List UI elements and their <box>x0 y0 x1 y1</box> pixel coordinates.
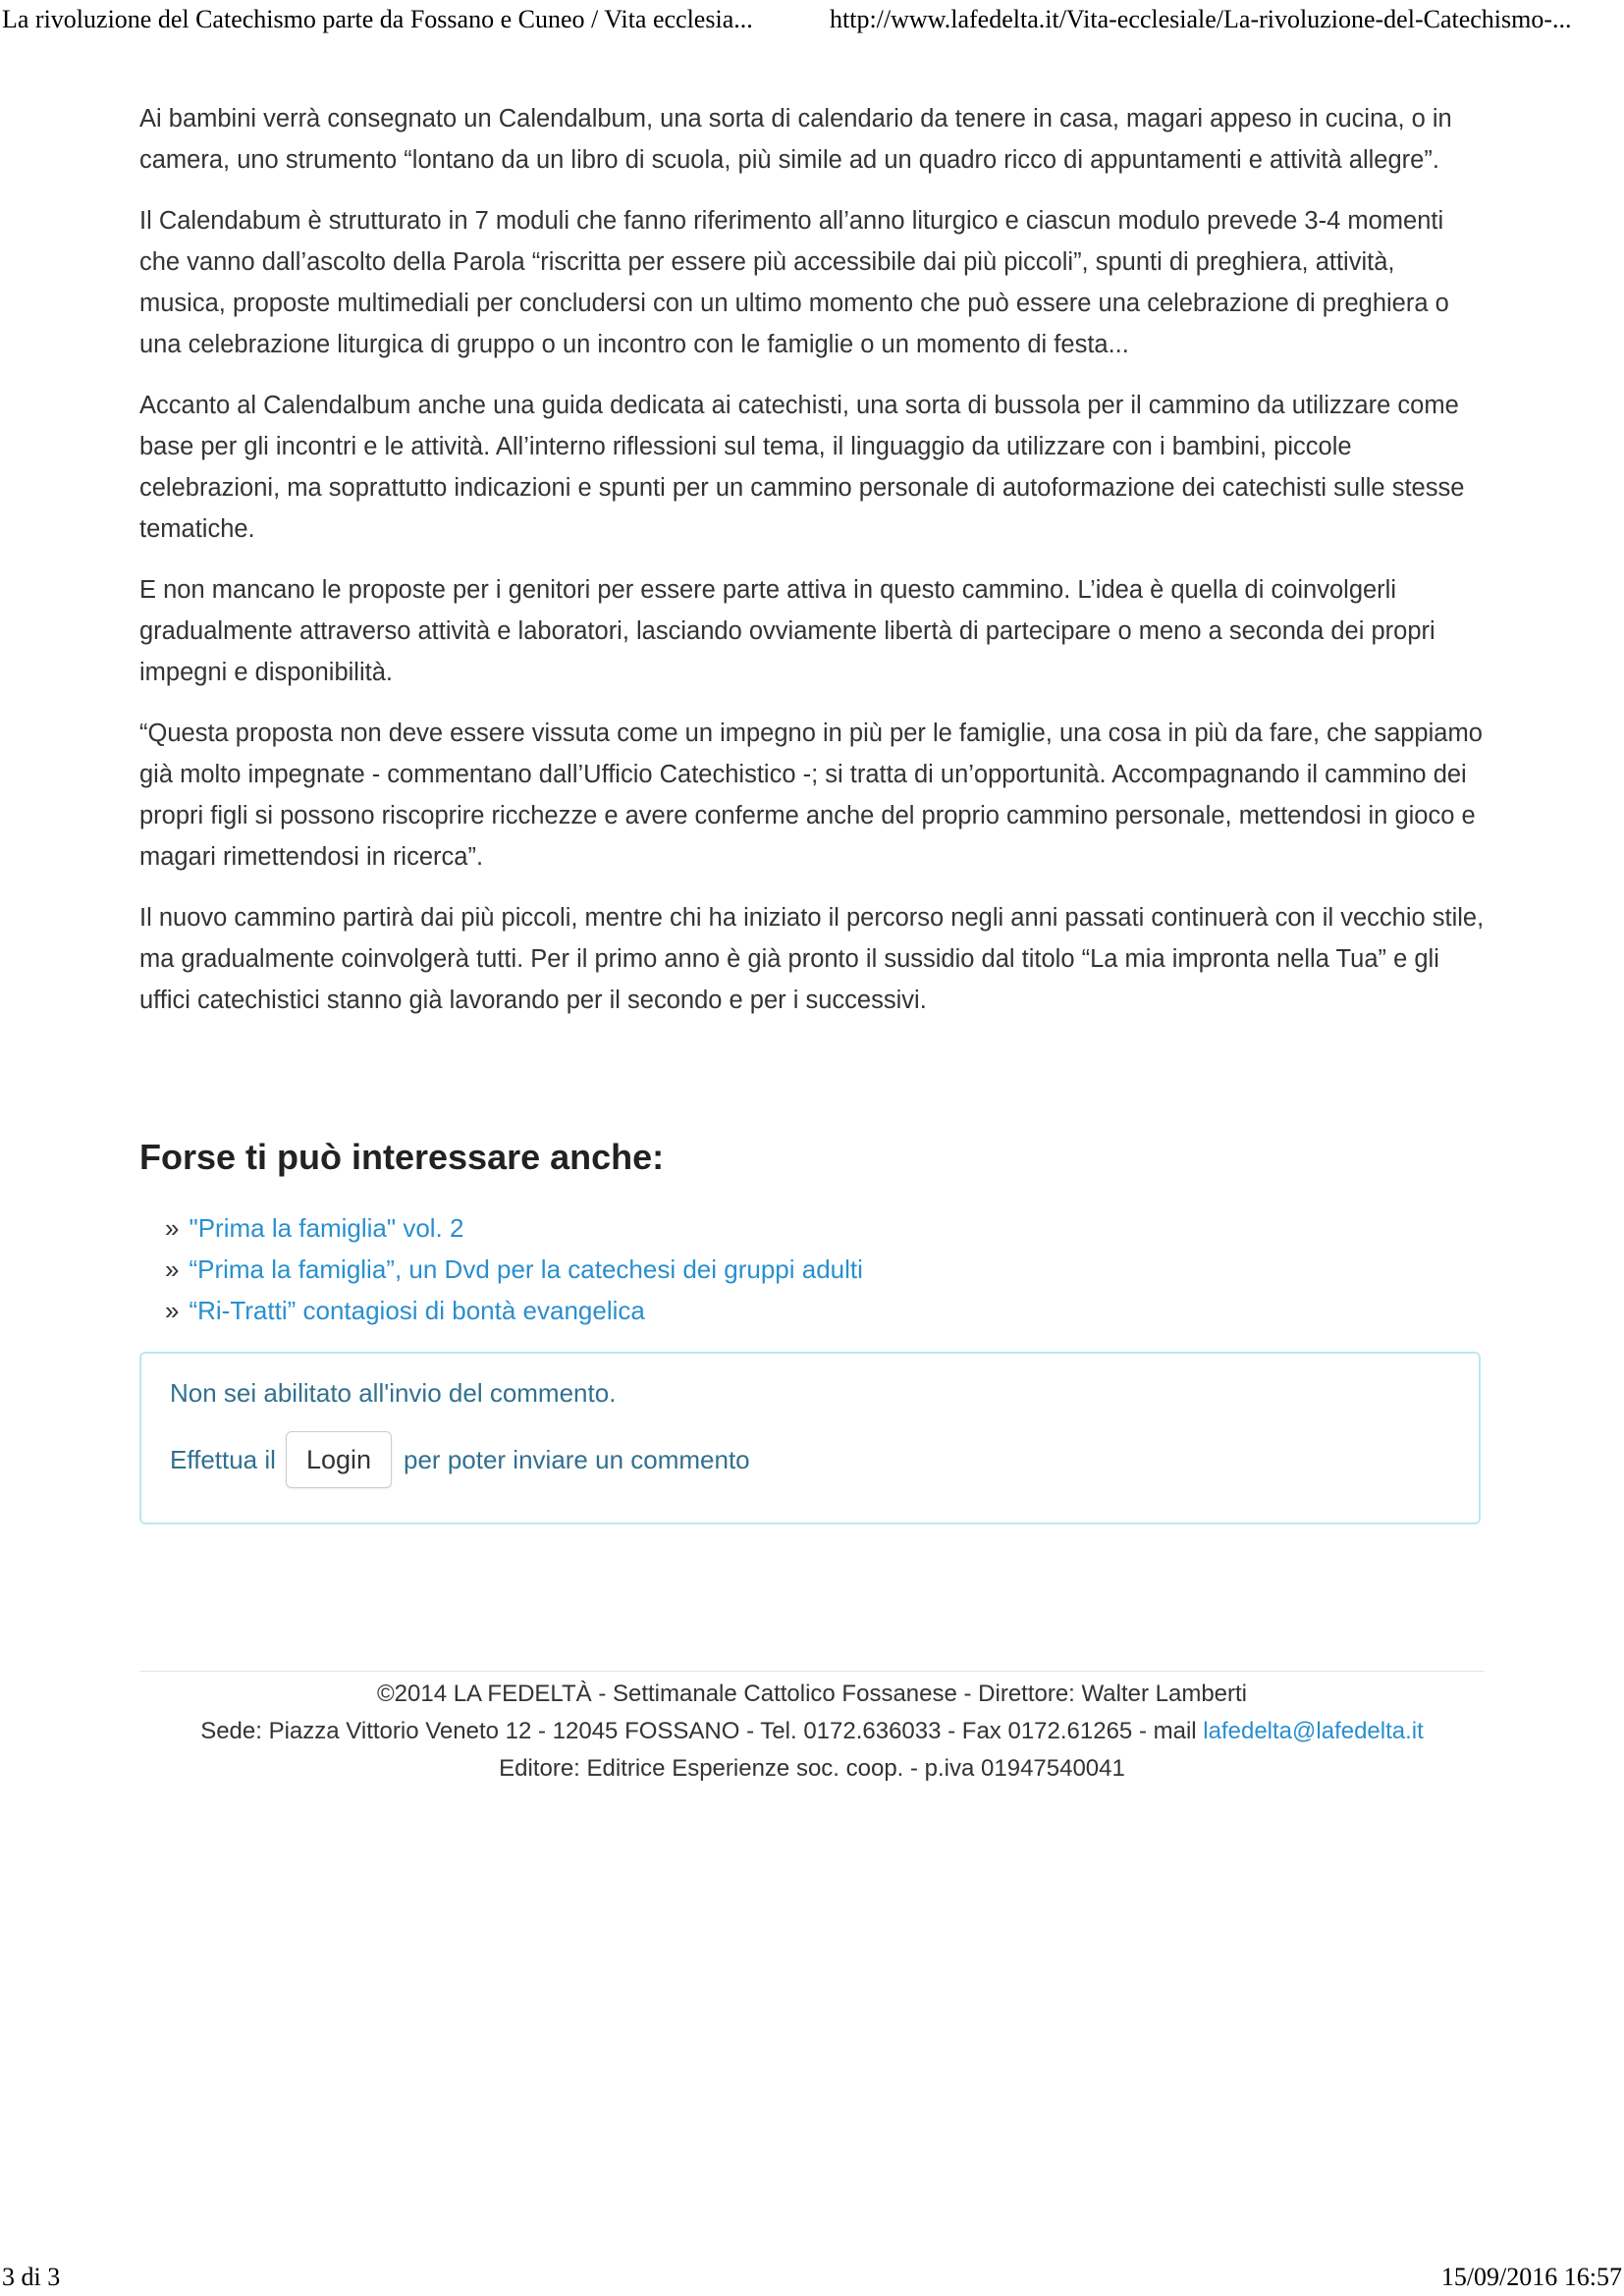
login-button[interactable]: Login <box>286 1431 392 1488</box>
print-datetime: 15/09/2016 16:57 <box>1440 2263 1622 2291</box>
article-paragraph: Il nuovo cammino partirà dai più piccoli, mentre chi ha iniziato il percorso negli anni passati continuerà con il vecchio stile, ma gradualmente coinvolgerà tutti. Per il primo anno è già pronto il sussidio dal titolo “La mia impronta nella Tua” e gli uffici catechistici stanno già lavorando per il secondo e per i successivi. <box>139 904 1485 1014</box>
footer-email-link[interactable]: lafedelta@lafedelta.it <box>1203 1718 1424 1744</box>
comment-not-allowed-notice: Non sei abilitato all'invio del commento. <box>170 1378 617 1408</box>
bullet-raquo-icon: » <box>165 1255 180 1284</box>
footer-publisher: Editore: Editrice Esperienze soc. coop. - p.iva 01947540041 <box>499 1755 1125 1782</box>
print-footer <box>0 2258 1624 2296</box>
print-header-url: http://www.lafedelta.it/Vita-ecclesiale/La-rivoluzione-del-Catechismo-... <box>830 5 1572 33</box>
bullet-raquo-icon: » <box>165 1296 180 1325</box>
related-link[interactable]: “Prima la famiglia”, un Dvd per la catechesi dei gruppi adulti <box>189 1255 863 1284</box>
related-item <box>165 1290 863 1331</box>
print-header-title: La rivoluzione del Catechismo parte da Fossano e Cuneo / Vita ecclesia... <box>2 5 753 33</box>
print-header <box>0 0 1624 39</box>
site-footer <box>139 1671 1485 1788</box>
article-paragraph: Il Calendabum è strutturato in 7 moduli che fanno riferimento all’anno liturgico e ciascun modulo prevede 3-4 momenti che vanno dall’ascolto della Parola “riscritta per essere più accessibile dai più piccoli”, spunti di preghiera, attività, musica, proposte multimediali per concludersi con un ultimo momento che può essere una celebrazione di preghiera o una celebrazione liturgica di gruppo o un incontro con le famiglie o un momento di festa... <box>139 207 1449 358</box>
bullet-raquo-icon: » <box>165 1213 180 1243</box>
article-paragraph: “Questa proposta non deve essere vissuta come un impegno in più per le famiglie, una cosa in più da fare, che sappiamo già molto impegnate - commentano dall’Ufficio Catechistico -; si tratta di un’opportunità. Accompagnando il cammino dei propri figli si possono riscoprire ricchezze e avere conferme anche del proprio cammino personale, mettendosi in gioco e magari rimettendosi in ricerca”. <box>139 720 1483 871</box>
article-paragraph: Ai bambini verrà consegnato un Calendalbum, una sorta di calendario da tenere in casa, magari appeso in cucina, o in camera, uno strumento “lontano da un libro di scuola, più simile ad un quadro ricco di appuntamenti e attività allegre”. <box>139 105 1452 174</box>
footer-address-text: Sede: Piazza Vittorio Veneto 12 - 12045 FOSSANO - Tel. 0172.636033 - Fax 0172.61265 - mail <box>200 1718 1197 1744</box>
article-paragraph: Accanto al Calendalbum anche una guida dedicata ai catechisti, una sorta di bussola per il cammino da utilizzare come base per gli incontri e le attività. All’interno riflessioni sul tema, il linguaggio da utilizzare con i bambini, piccole celebrazioni, ma soprattutto indicazioni e spunti per un cammino personale di autoformazione dei catechisti sulle stesse tematiche. <box>139 392 1465 543</box>
related-heading: Forse ti può interessare anche: <box>139 1137 665 1177</box>
comment-notice-box <box>139 1352 1481 1524</box>
article-body <box>139 98 1485 1041</box>
login-prompt-prefix: Effettua il <box>170 1444 276 1474</box>
related-link[interactable]: “Ri-Tratti” contagiosi di bontà evangelica <box>189 1296 645 1325</box>
login-prompt <box>170 1430 750 1489</box>
print-page-number: 3 di 3 <box>2 2263 61 2291</box>
footer-address <box>139 1713 1485 1750</box>
related-list <box>165 1207 863 1331</box>
related-item <box>165 1207 863 1249</box>
login-prompt-suffix: per poter inviare un commento <box>404 1444 750 1474</box>
related-link[interactable]: "Prima la famiglia" vol. 2 <box>189 1213 464 1243</box>
article-paragraph: E non mancano le proposte per i genitori per essere parte attiva in questo cammino. L’idea è quella di coinvolgerli gradualmente attraverso attività e laboratori, lasciando ovviamente libertà di partecipare o meno a seconda dei propri impegni e disponibilità. <box>139 576 1435 686</box>
footer-copyright: ©2014 LA FEDELTÀ - Settimanale Cattolico Fossanese - Direttore: Walter Lamberti <box>376 1681 1248 1707</box>
related-item <box>165 1249 863 1290</box>
